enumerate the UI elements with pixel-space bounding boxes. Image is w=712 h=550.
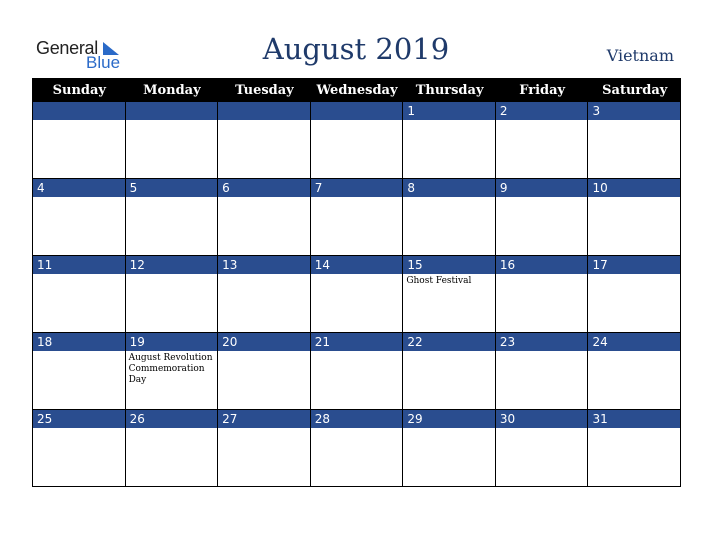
day-number: 5 — [126, 179, 218, 197]
day-number: 18 — [33, 333, 125, 351]
day-cell[interactable] — [311, 102, 404, 179]
day-cell[interactable] — [588, 179, 681, 256]
day-number — [126, 102, 218, 120]
day-cell[interactable] — [126, 102, 219, 179]
day-cell[interactable] — [496, 410, 589, 487]
day-cell[interactable] — [311, 410, 404, 487]
day-cell[interactable] — [588, 410, 681, 487]
day-number: 10 — [588, 179, 680, 197]
day-number: 22 — [403, 333, 495, 351]
day-cell[interactable] — [33, 333, 126, 410]
day-number: 20 — [218, 333, 310, 351]
day-cell[interactable] — [33, 256, 126, 333]
weekday-sunday: Sunday — [52, 83, 106, 98]
day-cell[interactable] — [496, 102, 589, 179]
day-cell[interactable] — [33, 102, 126, 179]
weekday-monday: Monday — [143, 83, 201, 98]
day-cell[interactable] — [496, 256, 589, 333]
day-number: 8 — [403, 179, 495, 197]
day-cell[interactable] — [496, 333, 589, 410]
holiday-event: Ghost Festival — [406, 276, 472, 286]
weekday-header-row — [33, 79, 681, 102]
weekday-wednesday: Wednesday — [316, 83, 398, 98]
day-number: 17 — [588, 256, 680, 274]
day-number: 12 — [126, 256, 218, 274]
day-number: 28 — [311, 410, 403, 428]
day-number: 3 — [588, 102, 680, 120]
day-cell[interactable] — [588, 102, 681, 179]
week-row — [33, 333, 681, 410]
day-cell[interactable] — [403, 333, 496, 410]
day-cell[interactable] — [218, 410, 311, 487]
day-cell[interactable] — [126, 256, 219, 333]
day-number: 1 — [403, 102, 495, 120]
week-row — [33, 102, 681, 179]
day-cell[interactable] — [403, 256, 496, 333]
day-number: 14 — [311, 256, 403, 274]
day-cell[interactable] — [218, 333, 311, 410]
day-number: 21 — [311, 333, 403, 351]
day-number: 6 — [218, 179, 310, 197]
day-number: 9 — [496, 179, 588, 197]
day-number: 4 — [33, 179, 125, 197]
day-cell[interactable] — [588, 333, 681, 410]
day-cell[interactable] — [588, 256, 681, 333]
logo-text-general: General — [36, 38, 98, 58]
day-number: 23 — [496, 333, 588, 351]
day-cell[interactable] — [33, 179, 126, 256]
day-number: 13 — [218, 256, 310, 274]
day-cell[interactable] — [126, 410, 219, 487]
holiday-event: August Revolution Commemoration Day — [128, 353, 213, 385]
day-number: 16 — [496, 256, 588, 274]
day-number — [218, 102, 310, 120]
day-cell[interactable] — [311, 333, 404, 410]
country-label: Vietnam — [606, 46, 674, 65]
weekday-tuesday: Tuesday — [235, 83, 294, 98]
day-number: 27 — [218, 410, 310, 428]
day-number: 15 — [403, 256, 495, 274]
day-number: 29 — [403, 410, 495, 428]
calendar-grid — [32, 78, 681, 487]
day-cell[interactable] — [496, 179, 589, 256]
day-cell[interactable] — [403, 102, 496, 179]
weeks-container — [33, 102, 681, 487]
day-number: 24 — [588, 333, 680, 351]
weekday-thursday: Thursday — [415, 83, 484, 98]
day-number: 25 — [33, 410, 125, 428]
weekday-saturday: Saturday — [602, 83, 668, 98]
day-number: 26 — [126, 410, 218, 428]
week-row — [33, 179, 681, 256]
day-cell[interactable] — [33, 410, 126, 487]
day-cell[interactable] — [218, 179, 311, 256]
day-number: 7 — [311, 179, 403, 197]
day-cell[interactable] — [126, 333, 219, 410]
day-number — [311, 102, 403, 120]
day-number: 2 — [496, 102, 588, 120]
day-number: 30 — [496, 410, 588, 428]
day-cell[interactable] — [126, 179, 219, 256]
day-cell[interactable] — [311, 179, 404, 256]
day-number: 11 — [33, 256, 125, 274]
day-number: 19 — [126, 333, 218, 351]
weekday-friday: Friday — [519, 83, 566, 98]
day-cell[interactable] — [311, 256, 404, 333]
logo-text-blue: Blue — [86, 53, 121, 72]
day-cell[interactable] — [403, 179, 496, 256]
day-number: 31 — [588, 410, 680, 428]
day-number — [33, 102, 125, 120]
day-cell[interactable] — [218, 102, 311, 179]
calendar-title: August 2019 — [262, 32, 450, 66]
week-row — [33, 256, 681, 333]
day-cell[interactable] — [218, 256, 311, 333]
week-row — [33, 410, 681, 487]
day-cell[interactable] — [403, 410, 496, 487]
